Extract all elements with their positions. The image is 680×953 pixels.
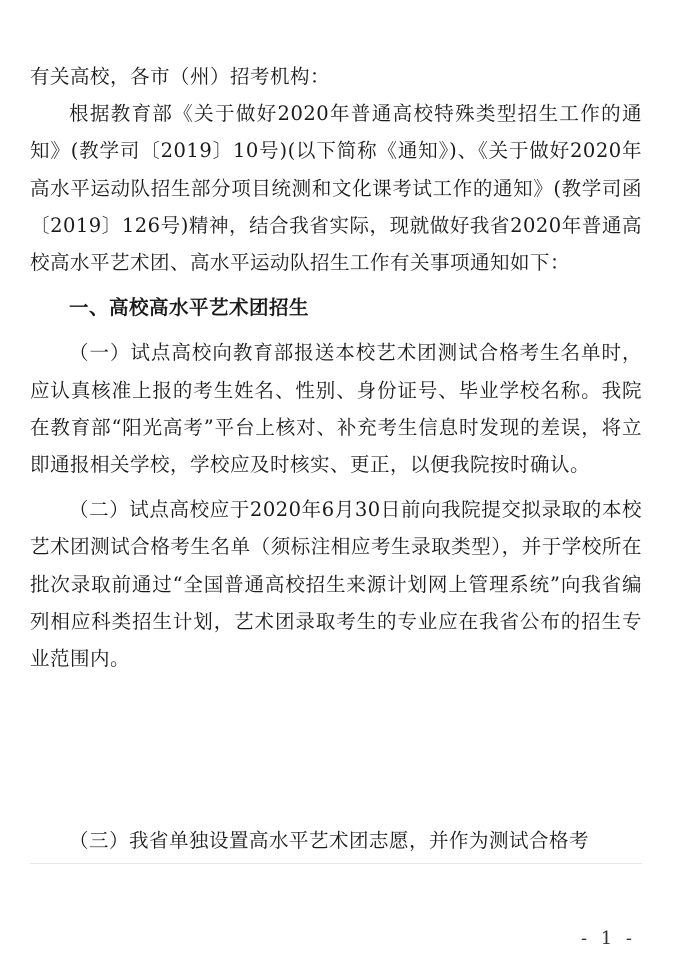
- salutation: 有关高校，各市（州）招考机构：: [30, 65, 331, 88]
- item-1-paragraph: （一）试点高校向教育部报送本校艺术团测试合格考生名单时，应认真核准上报的考生姓名、性别、身份证号、毕业学校名称。我院在教育部“阳光高考”平台上核对、补充考生信息时发现的差误，将立即通报相关学校，学校应及时核实、更正，以便我院按时确认。: [30, 341, 642, 477]
- section-heading: 一、高校高水平艺术团招生: [69, 296, 310, 320]
- page-number: - 1 -: [580, 928, 636, 949]
- document-body: [30, 58, 642, 677]
- item-2-paragraph: （二）试点高校应于2020年6月30日前向我院提交拟录取的本校艺术团测试合格考生名单（须标注相应考生录取类型），并于学校所在批次录取前通过“全国普通高校招生来源计划网上管理系统”向我省编列相应科类招生计划，艺术团录取考生的专业应在我省公布的招生专业范围内。: [30, 498, 642, 671]
- item-3-container: [30, 822, 642, 859]
- item-3-paragraph: （三）我省单独设置高水平艺术团志愿，并作为测试合格考: [69, 829, 590, 852]
- spacer: [30, 281, 642, 289]
- spacer: [30, 483, 642, 491]
- intro-paragraph: 根据教育部《关于做好2020年普通高校特殊类型招生工作的通知》(教学司〔2019〕10号)(以下简称《通知》)、《关于做好2020年高水平运动队招生部分项目统测和文化课考试工作的通知》(教学司函〔2019〕126号)精神，结合我省实际，现就做好我省2020年普通高校高水平艺术团、高水平运动队招生工作有关事项通知如下：: [30, 102, 642, 275]
- spacer: [30, 326, 642, 334]
- page-divider: [30, 863, 642, 864]
